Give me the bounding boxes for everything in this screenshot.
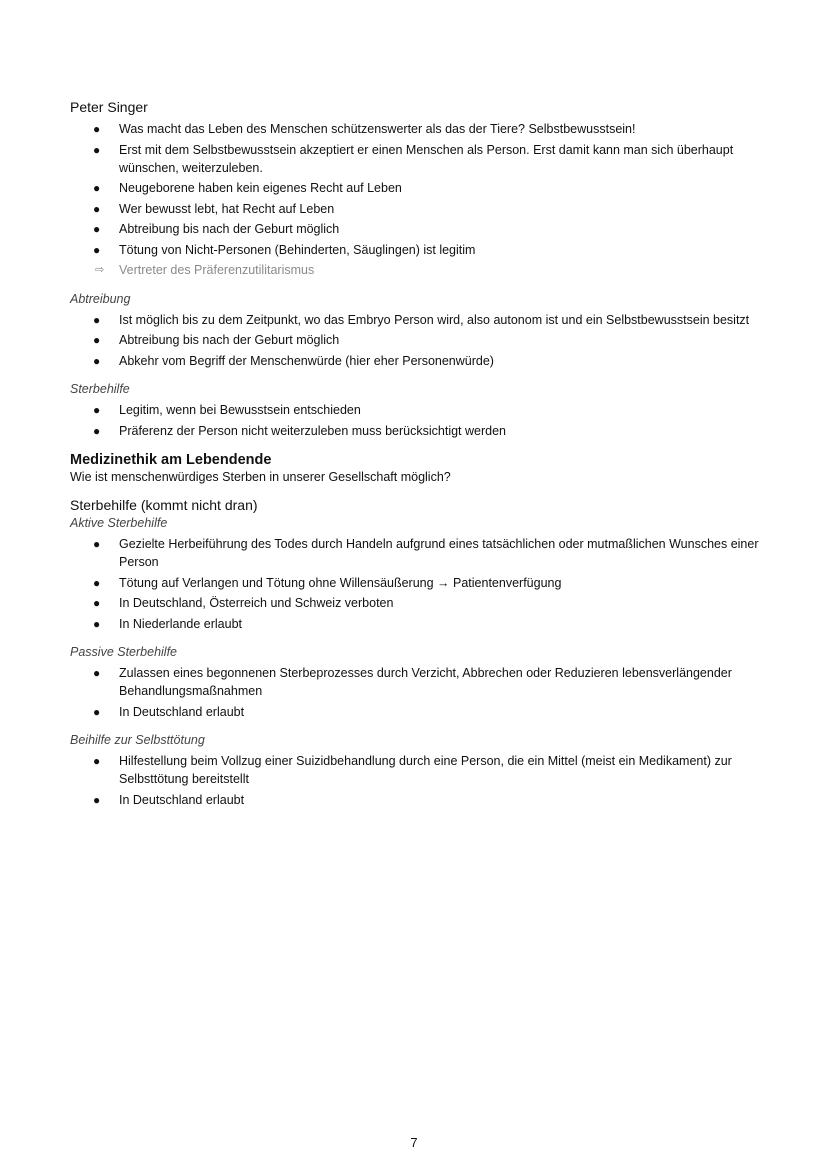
list-item xyxy=(70,703,760,721)
list-item-text: Abkehr vom Begriff der Menschenwürde (hier eher Personenwürde) xyxy=(119,353,494,368)
singer-arrow-list xyxy=(70,261,760,279)
list-item-text: Erst mit dem Selbstbewusstsein akzeptiert er einen Menschen als Person. Erst damit kann man sich überhaupt wünschen, weiterzuleben. xyxy=(119,142,734,175)
list-item xyxy=(70,141,760,177)
list-item-text: In Deutschland erlaubt xyxy=(119,704,245,719)
list-item-arrow xyxy=(70,261,760,279)
bullet-icon: ● xyxy=(93,222,101,236)
subsection-title-beihilfe: Beihilfe zur Selbsttötung xyxy=(70,733,205,747)
list-item xyxy=(70,401,760,419)
list-item xyxy=(70,752,760,788)
list-item-text: In Deutschland, Österreich und Schweiz verboten xyxy=(119,596,394,610)
list-item xyxy=(70,535,760,571)
bullet-icon: ● xyxy=(93,142,101,157)
bullet-icon: ● xyxy=(93,596,101,610)
bullet-icon: ● xyxy=(93,353,101,368)
page-number: 7 xyxy=(410,1135,418,1150)
list-item xyxy=(70,220,760,238)
beihilfe-bullet-list xyxy=(70,752,760,809)
subsection-title-aktive-sterbehilfe: Aktive Sterbehilfe xyxy=(70,516,168,530)
list-item-text: Abtreibung bis nach der Geburt möglich xyxy=(119,333,340,347)
section-title-peter-singer: Peter Singer xyxy=(70,99,148,115)
bullet-icon: ● xyxy=(93,666,101,680)
arrow-item-text: Vertreter des Präferenzutilitarismus xyxy=(119,263,315,277)
bullet-icon: ● xyxy=(93,312,101,327)
passive-bullet-list xyxy=(70,664,760,721)
list-item-text: In Niederlande erlaubt xyxy=(119,616,242,631)
list-item xyxy=(70,791,760,809)
abtreibung-bullet-list xyxy=(70,311,760,370)
arrow-icon: ⇨ xyxy=(95,264,105,276)
bullet-icon: ● xyxy=(93,704,101,719)
list-item-text: Wer bewusst lebt, hat Recht auf Leben xyxy=(119,201,335,216)
list-item-text: Ist möglich bis zu dem Zeitpunkt, wo das Embryo Person wird, also autonom ist und ein Selbstbewusstsein besitzt xyxy=(119,312,750,327)
list-item-text: Was macht das Leben des Menschen schützenswerter als das der Tiere? Selbstbewusstsein! xyxy=(119,122,636,136)
list-item xyxy=(70,331,760,349)
list-item xyxy=(70,200,760,218)
list-item-text: In Deutschland erlaubt xyxy=(119,792,245,807)
subsection-title-sterbehilfe: Sterbehilfe xyxy=(70,382,130,396)
list-item xyxy=(70,179,760,197)
bullet-icon: ● xyxy=(93,754,101,768)
list-item-text: Zulassen eines begonnenen Sterbeprozesses durch Verzicht, Abbrechen oder Reduzieren lebensverlängender Behandlungsmaßnahmen xyxy=(119,666,732,698)
bullet-icon: ● xyxy=(93,792,101,807)
subsection-title-abtreibung: Abtreibung xyxy=(70,291,131,306)
bullet-icon: ● xyxy=(93,242,101,257)
bullet-icon: ● xyxy=(93,575,101,590)
list-item xyxy=(70,664,760,700)
list-item xyxy=(70,120,760,138)
bullet-icon: ● xyxy=(93,122,101,136)
subsection-title-passive-sterbehilfe: Passive Sterbehilfe xyxy=(70,645,178,659)
list-item-text: Gezielte Herbeiführung des Todes durch Handeln aufgrund eines tatsächlichen oder mutmaßlichen Wunsches einer Person xyxy=(119,537,759,569)
bullet-icon: ● xyxy=(93,333,101,347)
singer-bullet-list xyxy=(70,120,760,259)
aktive-bullet-list xyxy=(70,535,760,633)
heading-medizinethik: Medizinethik am Lebendende xyxy=(70,452,272,468)
bullet-icon: ● xyxy=(93,616,101,631)
list-item-text: Abtreibung bis nach der Geburt möglich xyxy=(119,222,340,236)
medizinethik-question: Wie ist menschenwürdiges Sterben in unserer Gesellschaft möglich? xyxy=(70,470,451,484)
bullet-icon: ● xyxy=(93,403,101,417)
list-item xyxy=(70,422,760,440)
list-item-text: Legitim, wenn bei Bewusstsein entschieden xyxy=(119,403,361,417)
list-item xyxy=(70,574,760,592)
page-content xyxy=(70,98,760,811)
list-item-text: Präferenz der Person nicht weiterzuleben muss berücksichtigt werden xyxy=(119,423,506,438)
list-item xyxy=(70,352,760,370)
bullet-icon: ● xyxy=(93,423,101,438)
list-item xyxy=(70,615,760,633)
list-item-text: Tötung auf Verlangen und Tötung ohne Willensäußerung → Patientenverfügung xyxy=(119,575,562,590)
bullet-icon: ● xyxy=(93,201,101,216)
section-title-sterbehilfe-kommt-nicht-dran: Sterbehilfe (kommt nicht dran) xyxy=(70,497,258,513)
list-item-text: Hilfestellung beim Vollzug einer Suizidbehandlung durch eine Person, die ein Mittel (meist ein Medikament) zur Selbsttötung bereitstellt xyxy=(119,754,732,786)
bullet-icon: ● xyxy=(93,181,101,195)
list-item xyxy=(70,311,760,329)
list-item xyxy=(70,594,760,612)
list-item xyxy=(70,241,760,259)
list-item-text: Neugeborene haben kein eigenes Recht auf Leben xyxy=(119,181,402,195)
sterbehilfe-bullet-list xyxy=(70,401,760,440)
list-item-text: Tötung von Nicht-Personen (Behinderten, Säuglingen) ist legitim xyxy=(119,242,476,257)
bullet-icon: ● xyxy=(93,537,101,551)
